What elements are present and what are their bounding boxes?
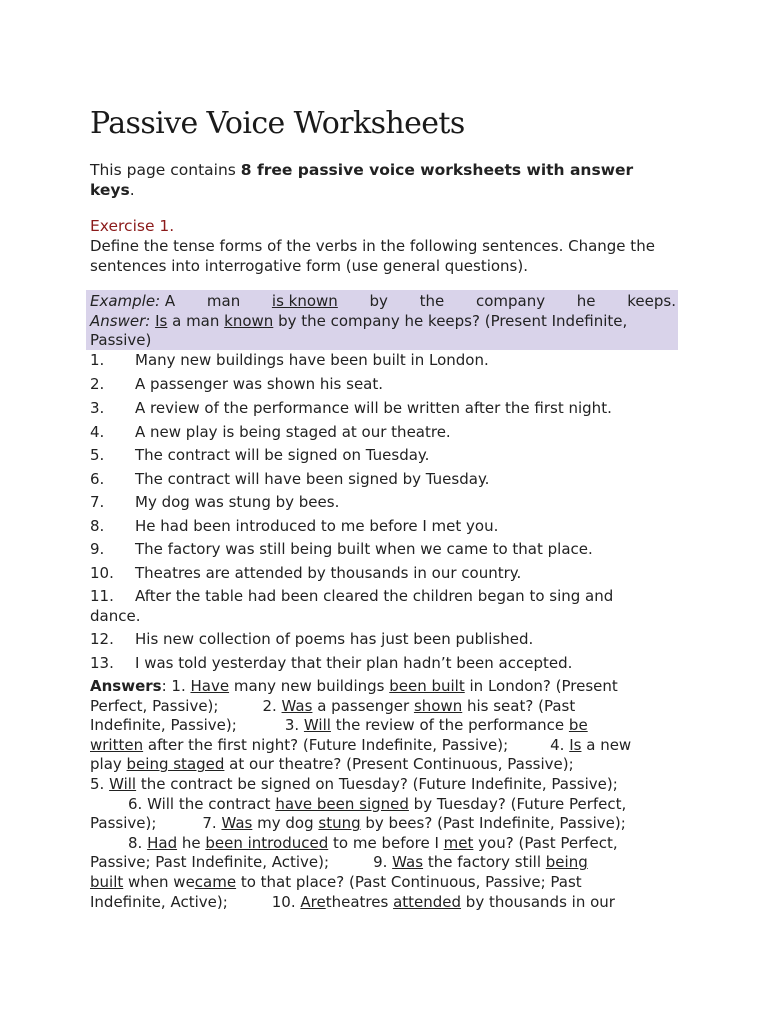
- answer-underlined: being: [545, 853, 588, 872]
- answer-text: by the company he keeps? (Present Indefinite,: [273, 312, 628, 330]
- item-text: His new collection of poems has just been published.: [135, 630, 534, 648]
- item-text: After the table had been cleared the children began to sing and: [135, 587, 614, 605]
- answer-text: my dog: [252, 814, 319, 833]
- item-text: I was told yesterday that their plan hadn’t been accepted.: [135, 654, 573, 672]
- answer-underlined: be: [568, 716, 588, 735]
- example-word: by: [369, 292, 388, 310]
- answer-underlined-verb: known: [224, 312, 274, 330]
- answer-underlined: Was: [221, 814, 253, 833]
- item-text: Many new buildings have been built in London.: [135, 351, 489, 369]
- answer-text: 3.: [284, 716, 304, 735]
- item-number: 2.: [90, 375, 105, 393]
- item-text: He had been introduced to me before I met you.: [135, 517, 499, 535]
- answer-text: by bees? (Past Indefinite, Passive);: [360, 814, 626, 833]
- answer-underlined: Was: [281, 696, 313, 715]
- answer-text: Passive);: [90, 814, 157, 833]
- answer-text: to that place? (Past Continuous, Passive; Past: [236, 872, 582, 891]
- item-number: 6.: [90, 470, 105, 488]
- answer-underlined: Had: [147, 833, 178, 852]
- answer-underlined: Is: [569, 735, 582, 754]
- answers-line: [90, 795, 680, 815]
- answer-text: Perfect, Passive);: [90, 696, 219, 715]
- list-item: [90, 374, 650, 394]
- answers-line: [90, 677, 680, 697]
- list-item: [90, 539, 650, 559]
- exercise-description: Define the tense forms of the verbs in the following sentences. Change the sentences into interrogative form (use general questions).: [90, 237, 655, 275]
- answer-text: the review of the performance: [330, 716, 569, 735]
- answer-text: you? (Past Perfect,: [473, 833, 618, 852]
- answers-line: [90, 716, 680, 736]
- item-number: 13.: [90, 654, 114, 672]
- item-text: A new play is being staged at our theatre.: [135, 423, 451, 441]
- example-word: company: [475, 292, 546, 310]
- list-item: [90, 629, 650, 649]
- answer-text: 7.: [202, 814, 222, 833]
- answer-text: Passive; Past Indefinite, Active);: [90, 853, 330, 872]
- example-word: man: [206, 292, 241, 310]
- intro-end: .: [129, 181, 135, 199]
- list-item: [90, 586, 680, 606]
- item-text: A passenger was shown his seat.: [135, 375, 384, 393]
- answer-text: many new buildings: [229, 677, 390, 695]
- answer-underlined: been built: [389, 677, 465, 695]
- intro-paragraph: [90, 160, 670, 200]
- item-number: 12.: [90, 630, 114, 648]
- answer-underlined: Are: [300, 892, 326, 911]
- answer-text: by thousands in our: [461, 892, 615, 911]
- answer-text: play: [90, 755, 127, 774]
- answers-line: [90, 853, 680, 873]
- answers-line: [90, 814, 680, 834]
- answer-underlined: Have: [190, 677, 230, 695]
- answer-text: when we: [123, 872, 195, 891]
- answer-underlined: stung: [318, 814, 361, 833]
- answer-text: Indefinite, Passive);: [90, 716, 237, 735]
- answer-underlined: came: [194, 872, 237, 891]
- answer-underlined: Will: [303, 716, 331, 735]
- item-number: 10.: [90, 564, 114, 582]
- list-item: [90, 563, 650, 583]
- answer-underlined: shown: [413, 696, 463, 715]
- answer-underlined: Will: [109, 774, 137, 793]
- item-number: 7.: [90, 493, 105, 511]
- item-number: 3.: [90, 399, 105, 417]
- answers-line: [90, 736, 680, 756]
- list-item: [90, 653, 650, 673]
- answer-text: the factory still: [423, 853, 546, 872]
- answer-text: the contract be signed on Tuesday? (Future Indefinite, Passive);: [136, 774, 618, 793]
- item-text: A review of the performance will be written after the first night.: [135, 399, 612, 417]
- example-underlined-verb: is known: [271, 292, 338, 310]
- answer-text: after the first night? (Future Indefinite, Passive);: [143, 735, 509, 754]
- item-text: Theatres are attended by thousands in our country.: [135, 564, 522, 582]
- answer-label: Answer:: [90, 312, 151, 330]
- example-word: keeps.: [627, 292, 676, 310]
- intro-bold-text: 8 free passive voice worksheets with answer keys: [90, 161, 634, 199]
- list-item: [90, 445, 650, 465]
- item-text: The factory was still being built when we came to that place.: [135, 540, 593, 558]
- answer-underlined: been introduced: [205, 833, 329, 852]
- item-number: 1.: [90, 351, 105, 369]
- answer-text: Indefinite, Active);: [90, 892, 228, 911]
- example-word: A: [164, 292, 176, 310]
- answer-text: 5.: [90, 774, 110, 793]
- answer-underlined: attended: [393, 892, 462, 911]
- answers-block: [90, 677, 680, 912]
- answer-text: his seat? (Past: [462, 696, 576, 715]
- answer-text: 2.: [262, 696, 282, 715]
- item-number: 4.: [90, 423, 105, 441]
- answer-text: he: [177, 833, 206, 852]
- answer-underlined: built: [90, 872, 124, 891]
- answers-line: [90, 697, 680, 717]
- list-item: [90, 398, 650, 418]
- answer-text: 10.: [271, 892, 301, 911]
- answer-text: a passenger: [312, 696, 414, 715]
- example-label: Example:: [90, 292, 161, 310]
- list-item: [90, 422, 650, 442]
- item-number: 9.: [90, 540, 105, 558]
- answer-text: a man: [167, 312, 225, 330]
- answer-text: to me before I: [328, 833, 444, 852]
- example-word: the: [419, 292, 445, 310]
- answer-underlined: have been signed: [275, 794, 409, 813]
- page-title: Passive Voice Worksheets: [90, 106, 465, 141]
- item-text: The contract will be signed on Tuesday.: [135, 446, 430, 464]
- answer-text: 4.: [550, 735, 570, 754]
- answer-text: theatres: [325, 892, 394, 911]
- item-text: My dog was stung by bees.: [135, 493, 340, 511]
- answers-line: [90, 873, 680, 893]
- answer-underlined: being staged: [126, 755, 225, 774]
- list-item: [90, 492, 650, 512]
- answer-text: 9.: [373, 853, 393, 872]
- item-text: The contract will have been signed by Tuesday.: [135, 470, 490, 488]
- exercise-heading: Exercise 1.: [90, 217, 175, 235]
- example-word: he: [576, 292, 596, 310]
- answer-text: by Tuesday? (Future Perfect,: [408, 794, 627, 813]
- answers-line: [90, 755, 680, 775]
- answer-underlined: written: [90, 735, 144, 754]
- example-answer-line-2: Passive): [90, 331, 152, 349]
- list-item: [90, 350, 650, 370]
- item-number: 11.: [90, 587, 114, 605]
- answer-text: 8.: [128, 833, 148, 852]
- intro-text: This page contains: [90, 161, 241, 179]
- answers-line: [90, 893, 680, 913]
- answer-text: in London? (Present: [464, 677, 618, 695]
- answers-label: Answers: [90, 677, 162, 695]
- answers-line: [90, 775, 680, 795]
- answer-text: 6. Will the contract: [128, 794, 276, 813]
- list-item: [90, 469, 650, 489]
- answer-text: at our theatre? (Present Continuous, Passive);: [224, 755, 574, 774]
- answer-underlined: Was: [392, 853, 424, 872]
- list-item: [90, 516, 650, 536]
- answer-text: : 1.: [161, 677, 191, 695]
- item-number: 8.: [90, 517, 105, 535]
- item-number: 5.: [90, 446, 105, 464]
- example-line: [90, 291, 676, 311]
- answer-underlined-aux: Is: [155, 312, 168, 330]
- answer-underlined: met: [443, 833, 474, 852]
- answer-text: a new: [581, 735, 632, 754]
- example-answer-line: [90, 311, 676, 331]
- list-item-continuation: dance.: [90, 607, 141, 625]
- answers-line: [90, 834, 680, 854]
